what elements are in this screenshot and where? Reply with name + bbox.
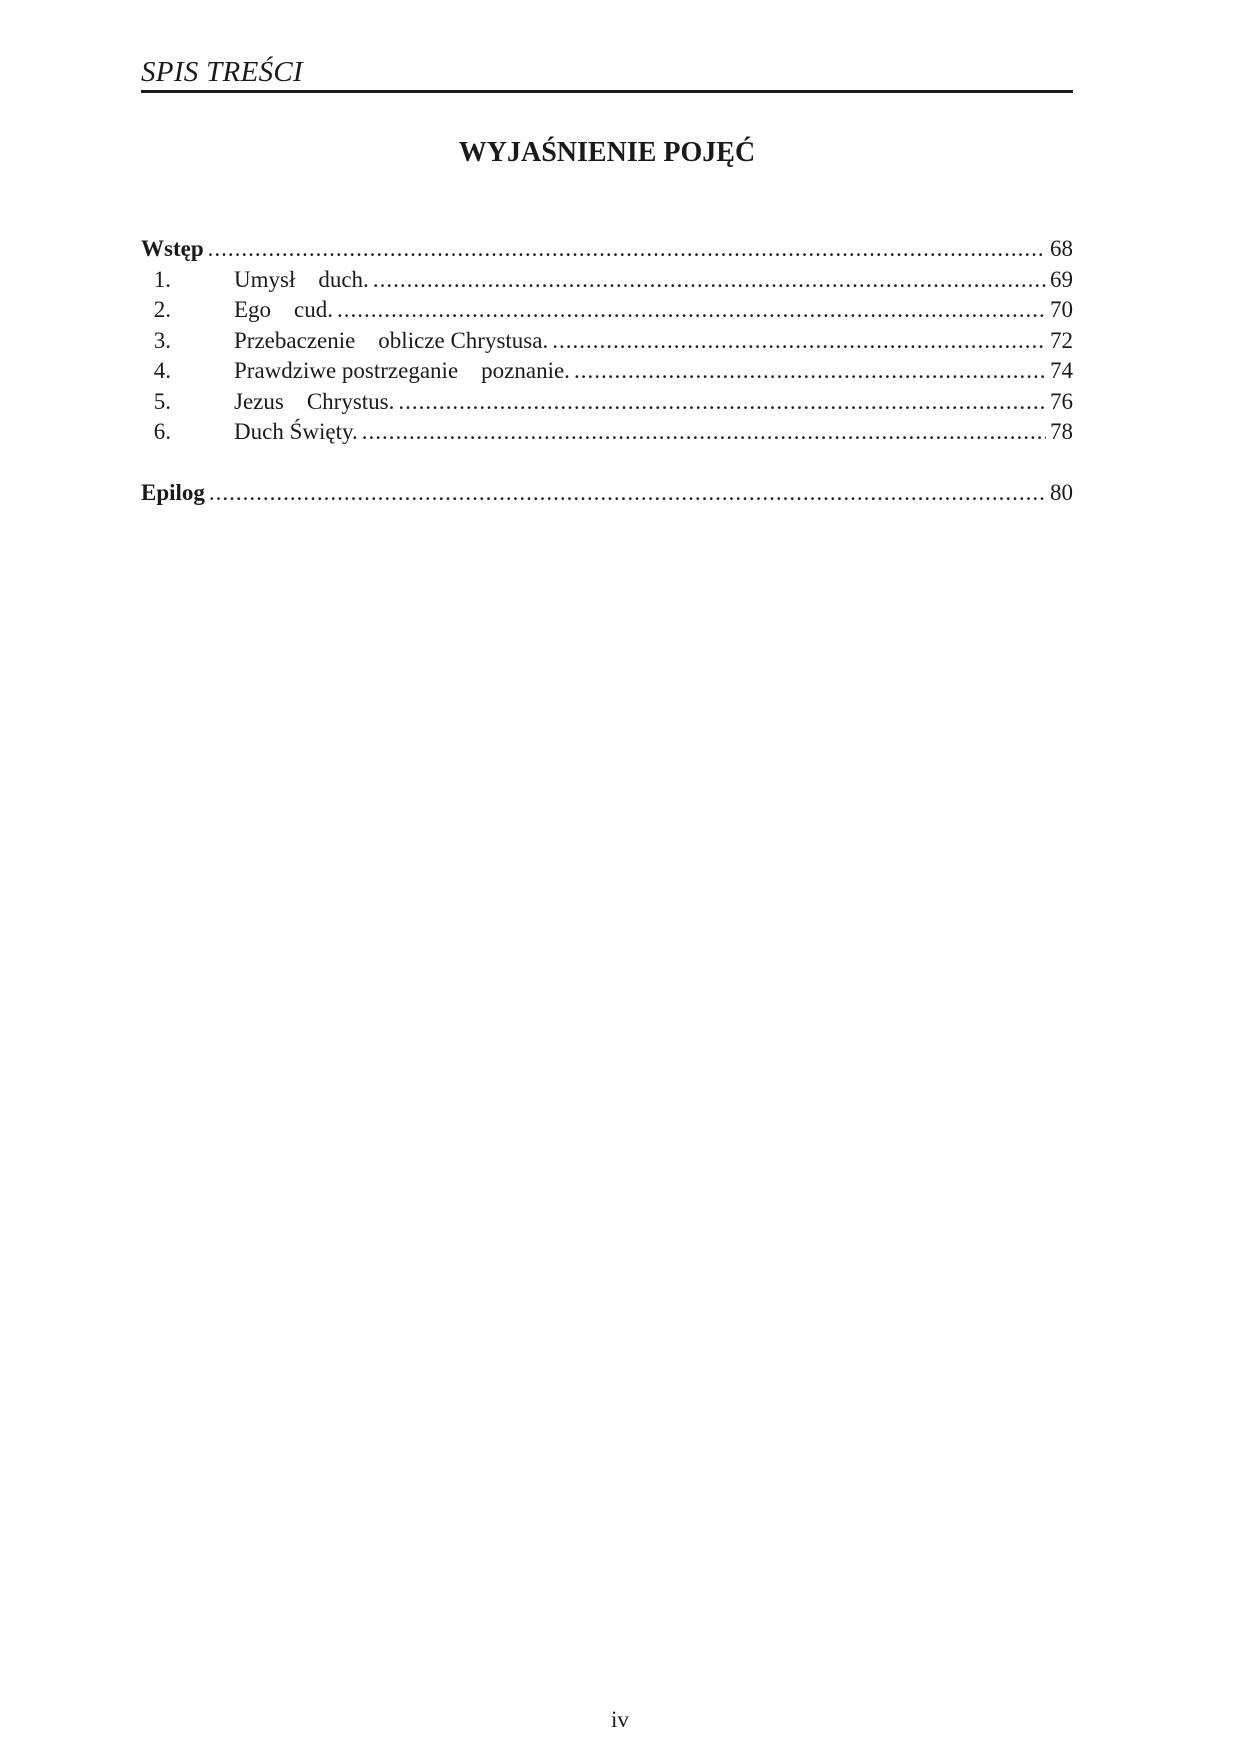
toc-entry-title: Prawdziwe postrzeganie poznanie.: [234, 358, 570, 383]
toc-entry-title: Umysł duch.: [234, 266, 369, 292]
toc-page-number: 69: [1050, 266, 1073, 292]
toc-entry-number: 4.: [153, 358, 171, 383]
toc-entry-chapter-2[interactable]: [141, 295, 1073, 326]
toc-entry-epilog[interactable]: [141, 478, 1073, 509]
toc-dot-leader: [337, 295, 1046, 325]
toc-entry-chapter-6[interactable]: [141, 417, 1073, 448]
toc-dot-leader: [209, 478, 1046, 508]
toc-entry-number: 6.: [153, 419, 171, 444]
toc-dot-leader: [208, 234, 1046, 264]
table-of-contents: [141, 234, 1073, 508]
toc-entry-number: 2.: [153, 297, 171, 322]
toc-entry-number: 1.: [153, 266, 171, 292]
toc-entry-title: Epilog: [141, 479, 205, 505]
toc-page-number: 80: [1050, 479, 1073, 505]
toc-entry-chapter-5[interactable]: [141, 387, 1073, 418]
toc-dot-leader: [574, 356, 1046, 386]
toc-entry-number: 3.: [153, 327, 171, 353]
toc-entry-title: Przebaczenie oblicze Chrystusa.: [234, 327, 549, 353]
toc-dot-leader: [398, 387, 1046, 417]
toc-page-number: 70: [1050, 297, 1073, 322]
toc-entry-title: Ego cud.: [234, 297, 334, 322]
toc-entry-chapter-3[interactable]: [141, 326, 1073, 357]
toc-page-number: 72: [1050, 327, 1073, 353]
toc-entry-title: Wstęp: [141, 236, 204, 261]
page-number: iv: [611, 1707, 629, 1732]
running-header: [141, 50, 1073, 93]
toc-dot-leader: [362, 417, 1046, 447]
toc-entry-intro[interactable]: [141, 234, 1073, 265]
toc-page-number: 68: [1050, 236, 1073, 261]
toc-page-number: 76: [1050, 388, 1073, 414]
running-header-title: SPIS TREŚCI: [141, 56, 303, 88]
toc-entry-title: Duch Święty.: [234, 419, 358, 444]
toc-page-number: 78: [1050, 419, 1073, 444]
toc-dot-leader: [552, 326, 1046, 356]
toc-dot-leader: [373, 265, 1046, 295]
toc-entry-number: 5.: [153, 388, 171, 414]
toc-entry-title: Jezus Chrystus.: [234, 388, 395, 414]
toc-page-number: 74: [1050, 358, 1073, 383]
toc-entry-chapter-1[interactable]: [141, 265, 1073, 296]
page-title: WYJAŚNIENIE POJĘĆ: [458, 137, 756, 168]
toc-entry-chapter-4[interactable]: [141, 356, 1073, 387]
